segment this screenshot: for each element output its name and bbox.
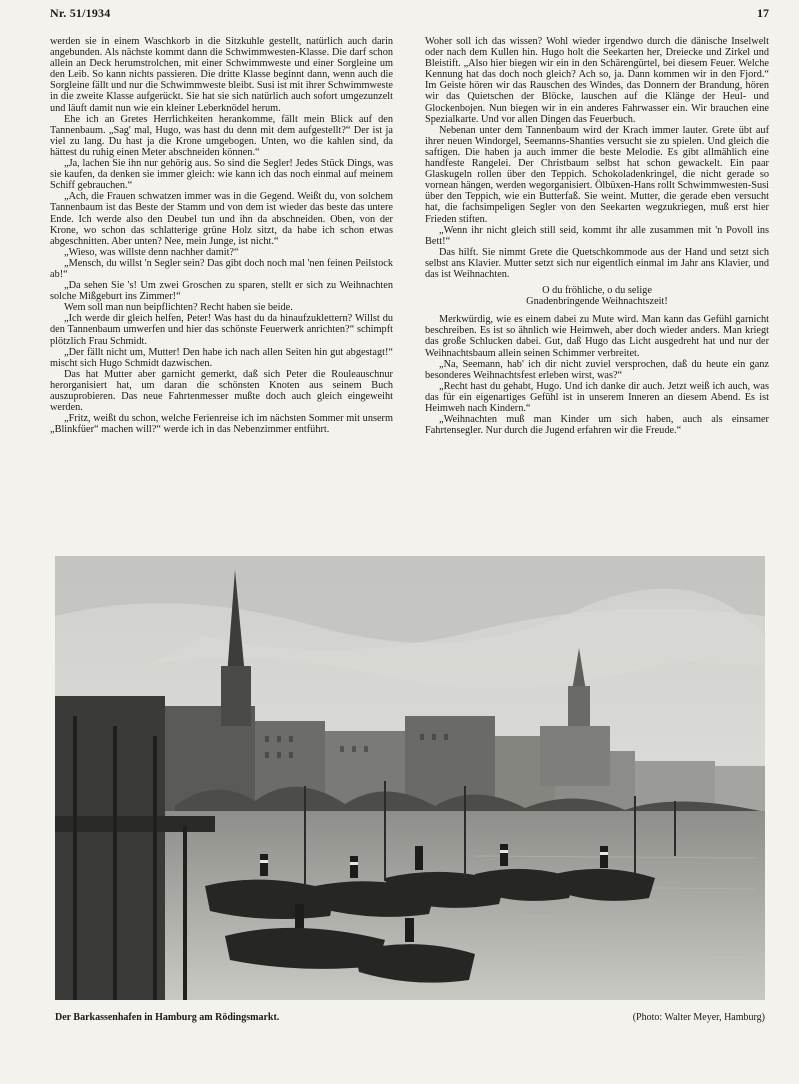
paragraph: Merkwürdig, wie es einem dabei zu Mute wird. Man kann das Gefühl garnicht beschreiben. Es ist so ähnlich wie Heimweh, aber doch wieder anders. Man kriegt das große Schlucken dabei. Gut, daß Hugo das Licht ausgedreht hat und nur der Weihnachtsbaum allein seinen Schimmer verbreitet.	[425, 314, 769, 359]
page-header	[50, 6, 769, 22]
paragraph: „Ja, lachen Sie ihn nur gehörig aus. So sind die Segler! Jedes Stück Dings, was sie kaufen, da denken sie immer gleich: wie kann ich das noch einmal auf meinem Schiff gebrauchen.“	[50, 158, 393, 192]
caption-title: Der Barkassenhafen in Hamburg am Rödingsmarkt.	[55, 1012, 280, 1023]
paragraph: „Wieso, was willste denn nachher damit?“	[64, 246, 239, 258]
verse-line: Gnadenbringende Weihnachtszeit!	[526, 296, 668, 308]
paragraph: „Da sehen Sie 's! Um zwei Groschen zu sparen, stellt er sich zu Weihnachten solche Mißgeburt ins Zimmer!“	[50, 280, 393, 303]
paragraph: Ehe ich an Gretes Herrlichkeiten herankomme, fällt mein Blick auf den Tannenbaum. „Sag' mal, Hugo, was hast du denn mit dem aufgestellt?“ Der ist ja viel zu lang. Du hast ja die Krone umgebogen. Unten, wo die kahlen sind, da hättest du ruhig einen Meter abschneiden können.“	[50, 113, 393, 158]
paragraph: „Mensch, du willst 'n Segler sein? Das gibt doch noch mal 'nen feinen Peilstock ab!“	[50, 257, 393, 280]
page-number: 17	[757, 6, 769, 20]
issue-number: Nr. 51/1934	[50, 6, 111, 20]
harbor-photo	[55, 556, 765, 1000]
photo-credit: (Photo: Walter Meyer, Hamburg)	[632, 1012, 765, 1023]
left-text-column	[50, 36, 393, 435]
paragraph: „Ach, die Frauen schwatzen immer was in die Gegend. Weißt du, von solchem Tannenbaum ist das Beste der Stamm und von dem ist wieder das beste das untere Ende. Ich werde also den Deubel tun und ihn da abschneiden. Oben, von der Krone, wo schon das schlatterige grüne Holz sitzt, da habe ich schon etwas abgeschnitten. Aber unten? Nee, mein Junge, ist nicht.“	[50, 191, 393, 247]
paragraph: „Recht hast du gehabt, Hugo. Und ich danke dir auch. Jetzt weiß ich auch, was das für ein eigenartiges Gefühl ist in unserem Inneren an diesem Abend. Es ist Heimweh nach Kindern.“	[425, 380, 769, 414]
right-text-column	[425, 36, 769, 436]
paragraph: Nebenan unter dem Tannenbaum wird der Krach immer lauter. Grete übt auf ihrer neuen Windorgel, Seemanns-Shanties versucht sie zu spielen. Und gleich die saftigen. Die haben ja auch immer die beste Melodie. Es gibt allmählich eine handfeste Rangelei. Der Christbaum selbst hat schon gewackelt. Ein paar Glaskugeln rollen über den Teppich. Schokoladenkringel, die nicht gerade so vornean hängen, werden wegorganisiert. Ölbüxen-Hans rollt Schwimmwesten-Susi über den Teppich, wie ein Butterfaß. Sie weint. Mutter, die gerade eben versucht hat, die fachsimpeligen Segler von den Seekarten wegzukriegen, muß erst hier Frieden stiften.	[425, 124, 769, 225]
paragraph: „Na, Seemann, hab' ich dir nicht zuviel versprochen, daß du heute ein ganz besonderes Weihnachtsfest erleben wirst, was?“	[425, 358, 769, 381]
paragraph: „Wenn ihr nicht gleich still seid, kommt ihr alle zusammen mit 'n Povoll ins Bett!“	[425, 224, 769, 247]
paragraph: Das hat Mutter aber garnicht gemerkt, daß sich Peter die Rouleauschnur herorganisiert hat, um daran die schönsten Knoten aus seinem Buch auszuprobieren. Das neue Fahrtenmesser mußte doch auch gleich eingeweiht werden.	[50, 368, 393, 414]
paragraph: Das hilft. Sie nimmt Grete die Quetschkommode aus der Hand und setzt sich selbst ans Klavier. Mutter setzt sich nur eigentlich einmal im Jahr ans Klavier, und das ist Weihnachten.	[425, 246, 769, 280]
paragraph: „Fritz, weißt du schon, welche Ferienreise ich im nächsten Sommer mit unserm „Blinkfüer“ machen will?“ werde ich in das Nebenzimmer entführt.	[50, 413, 393, 436]
paragraph: Woher soll ich das wissen? Wohl wieder irgendwo durch die dänische Inselwelt oder nach dem Kullen hin. Hugo holt die Seekarten her, Dreiecke und Zirkel und Bleistift. „Also hier biegen wir ein in den Schärengürtel, bei diesem Feuer. Welche Kennung hat das doch noch gleich? Ach so, ja. Dann kommen wir in den Fjord.“ Im Geiste hören wir das Rauschen des Windes, das Donnern der Brandung, hören wir das Quietschen der Blöcke, lauschen auf die Klänge der Heul- und Glockenbojen. Nun biegen wir in ein anderes Fahrwasser ein. Wir brauchen eine Spezialkarte. Und vor allen Dingen das Feuerbuch.	[425, 36, 769, 125]
paragraph: Wem soll man nun beipflichten? Recht haben sie beide.	[64, 302, 293, 314]
paragraph: „Ich werde dir gleich helfen, Peter! Was hast du da hinaufzuklettern? Willst du den Tannenbaum umwerfen und hier das schönste Feuerwerk anrichten?“ schimpft plötzlich Frau Schmidt.	[50, 313, 393, 347]
figure-caption	[55, 1012, 765, 1026]
paragraph: „Weihnachten muß man Kinder um sich haben, auch als einsamer Fahrtensegler. Nur durch die Jugend erfahren wir die Freude.“	[425, 414, 769, 437]
song-verse	[425, 285, 769, 307]
verse-line: O du fröhliche, o du selige	[542, 285, 652, 297]
paragraph: werden sie in einem Waschkorb in die Sitzkuhle gestellt, natürlich auch darin angebunden. Als nächste kommt dann die Schwimmwesten-Klasse. Die darf schon allein an Deck herumstrolchen, mit einer Schwimmweste und einer Sorgleine um den Leib. So kann nichts passieren. Die dritte Klasse beginnt dann, wenn auch die Sorgleine fällt und nur die Schwimmweste bleibt. Susi ist mit ihrer Schwimmweste in die zweite Klasse aufgerückt. Sie hat sie sich natürlich auch sofort umgezunzelt und läuft damit nun wie ein kleiner Leberknödel herum.	[50, 36, 393, 114]
paragraph: „Der fällt nicht um, Mutter! Den habe ich nach allen Seiten hin gut abgestagt!“ mischt sich Hugo Schmidt dazwischen.	[50, 346, 393, 369]
